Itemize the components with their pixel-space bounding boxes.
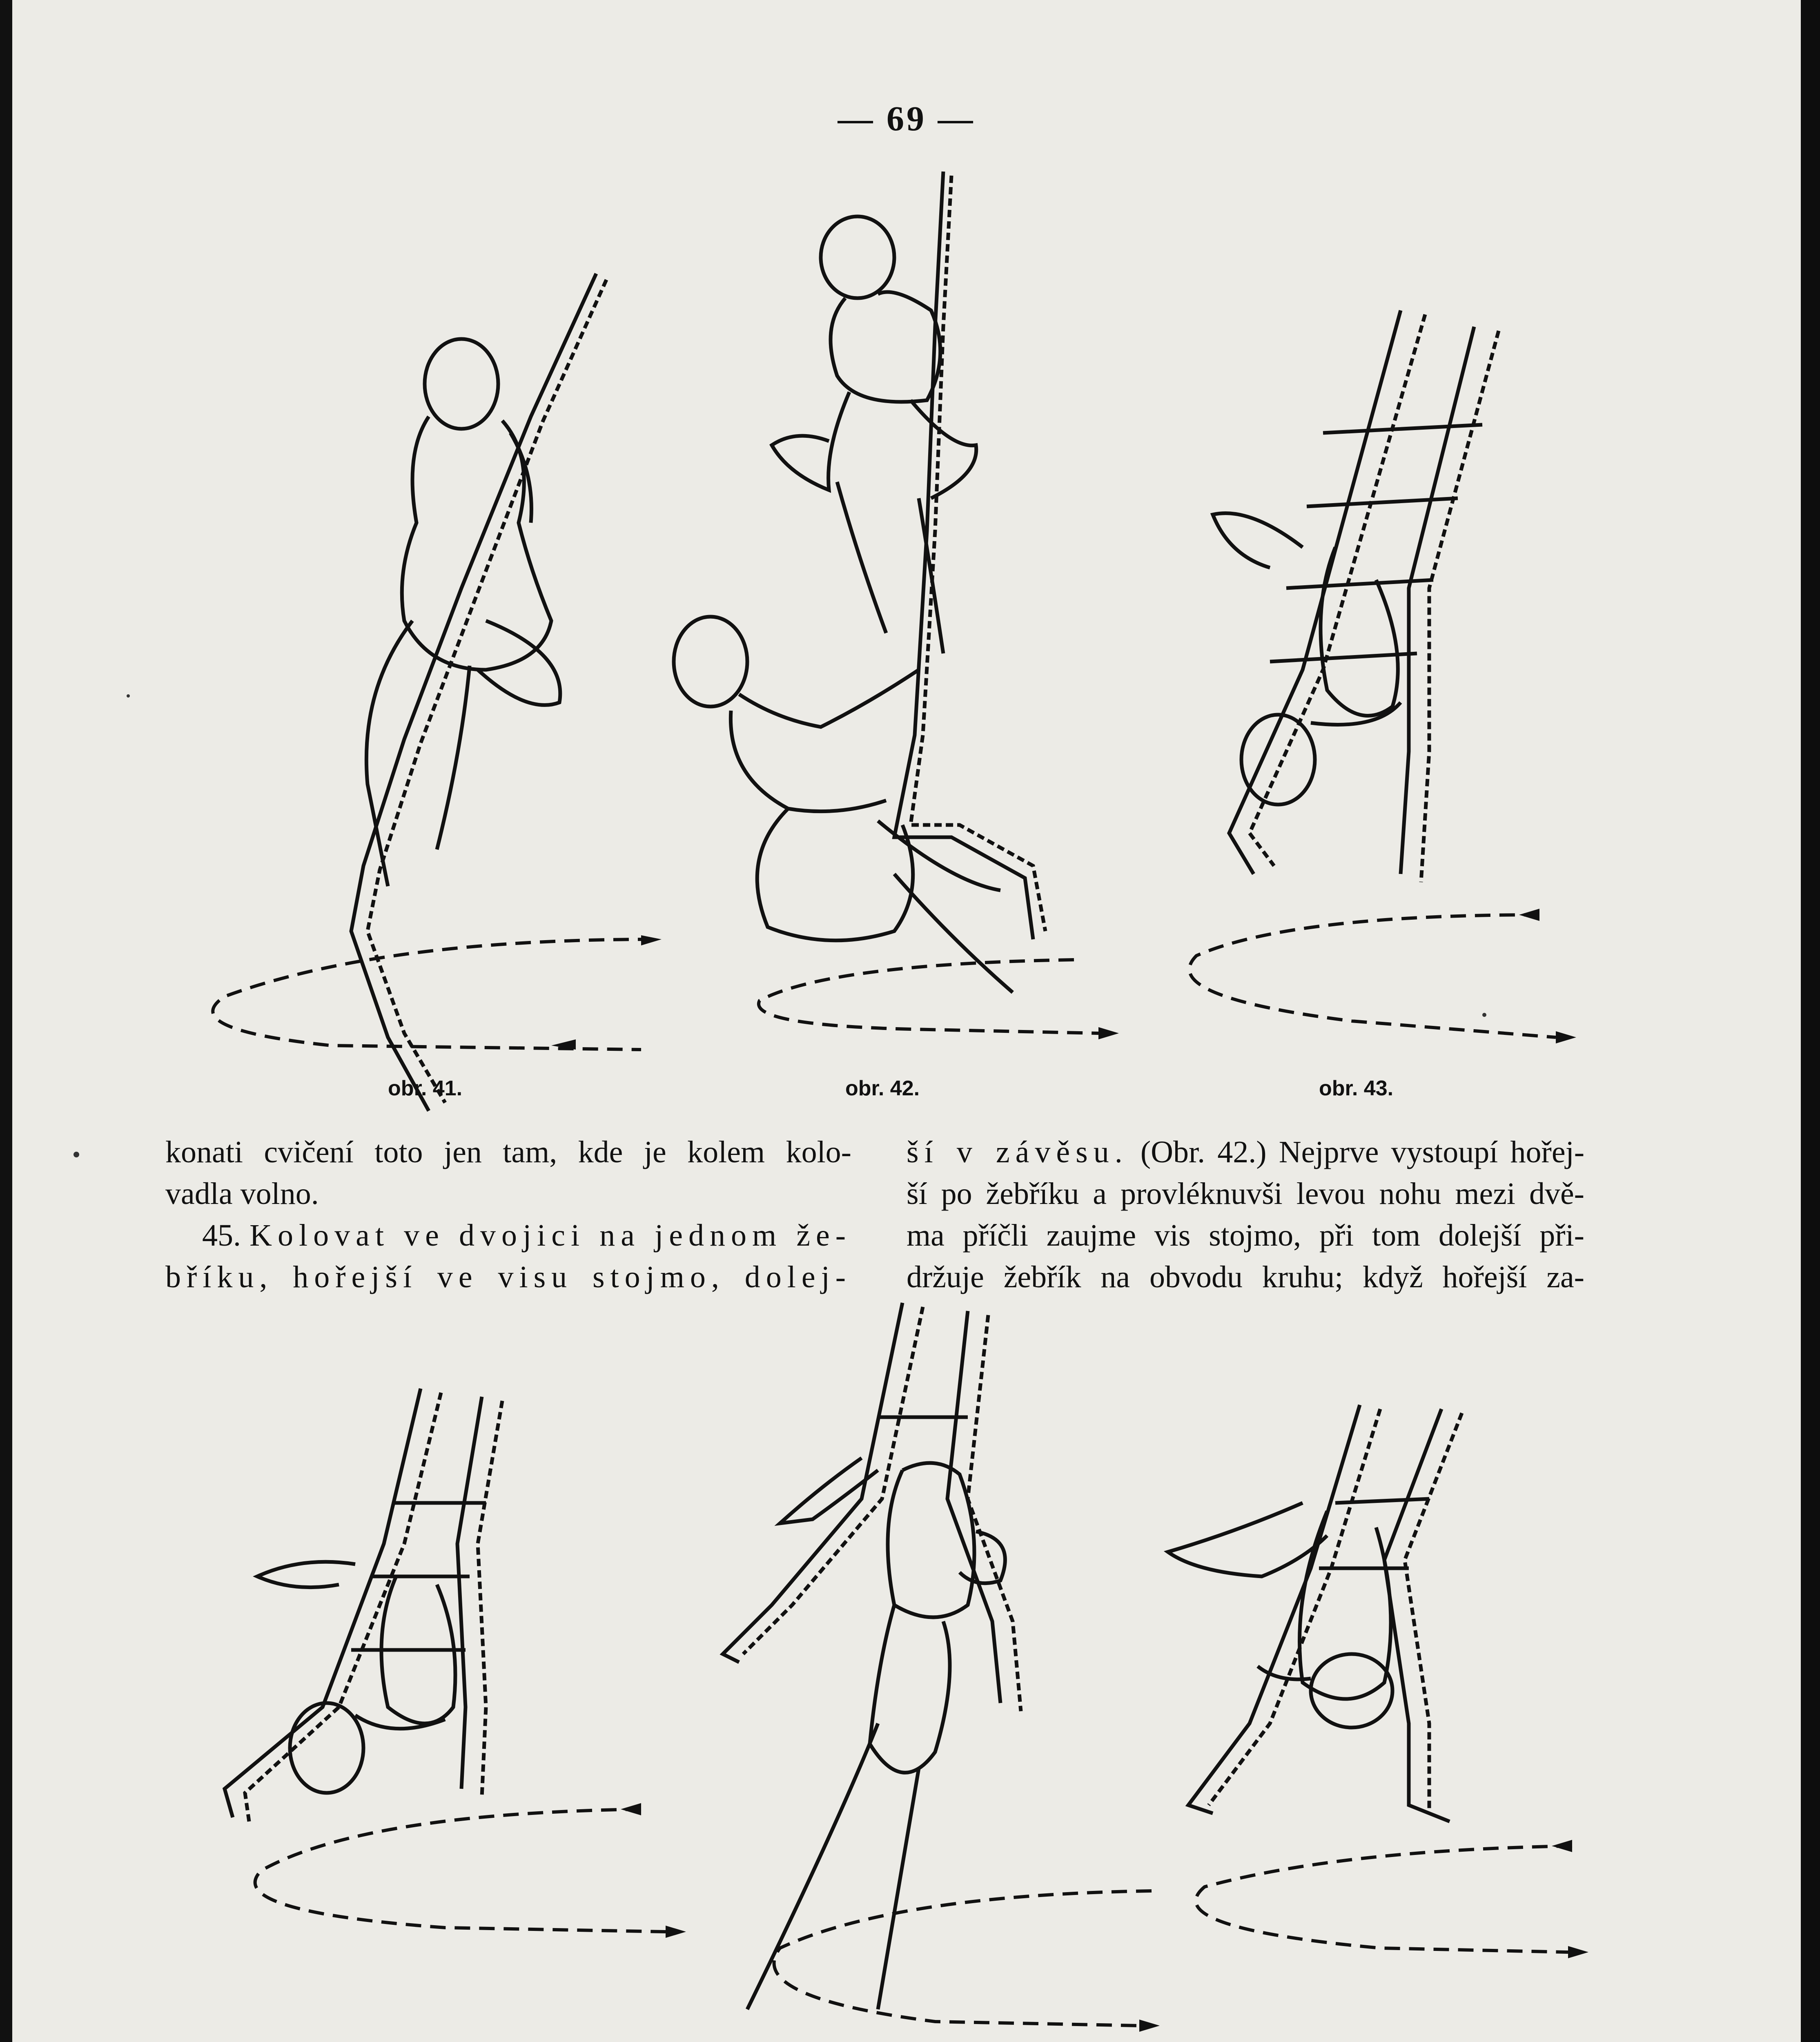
figure-43-illustration [1147, 302, 1597, 1078]
book-page [12, 0, 1801, 2042]
text-line: vadla volno. [165, 1177, 319, 1211]
figure-43-caption: obr. 43. [1319, 1077, 1394, 1100]
figure-44 [200, 1380, 711, 2042]
scan-edge [1801, 0, 1820, 2042]
scan-speck [127, 694, 130, 698]
page-number: — 69 — [838, 99, 976, 138]
figure-45-illustration [649, 1295, 1180, 2042]
figure-42-caption: obr. 42. [845, 1077, 920, 1100]
figure-46-illustration [1156, 1397, 1605, 2042]
figure-41-illustration [176, 261, 706, 1078]
spaced-heading: ší v závěsu. [907, 1135, 1128, 1169]
figure-41-caption: obr. 41. [388, 1077, 463, 1100]
figure-44-illustration [200, 1380, 711, 2042]
spaced-heading: bříku, hořejší ve visu stojmo, dolej- [165, 1260, 851, 1294]
figure-42 [666, 163, 1156, 1062]
paragraph-number: 45. [202, 1218, 241, 1253]
figure-43 [1147, 302, 1597, 1078]
text-line: ší po žebříku a provléknuvši levou nohu mezi dvě- [907, 1177, 1584, 1211]
figure-45 [649, 1295, 1180, 2042]
body-text [12, 1131, 1801, 1303]
figure-41 [176, 261, 706, 1078]
text-column-right [907, 1131, 1584, 1298]
scan-speck [74, 1152, 79, 1157]
figure-46 [1156, 1397, 1605, 2042]
spaced-heading: Kolovat ve dvojici na jednom že- [249, 1218, 851, 1253]
text-column-left [165, 1131, 851, 1298]
scan-speck [1482, 1013, 1486, 1017]
figure-42-illustration [666, 163, 1156, 1062]
text-line: konati cvičení toto jen tam, kde je kolem kolo- [165, 1135, 851, 1169]
text-line: držuje žebřík na obvodu kruhu; když hořejší za- [907, 1260, 1584, 1294]
text-line: (Obr. 42.) Nejprve vystoupí hořej- [1140, 1135, 1584, 1169]
text-line: ma příčli zaujme vis stojmo, při tom dolejší při- [907, 1218, 1584, 1253]
